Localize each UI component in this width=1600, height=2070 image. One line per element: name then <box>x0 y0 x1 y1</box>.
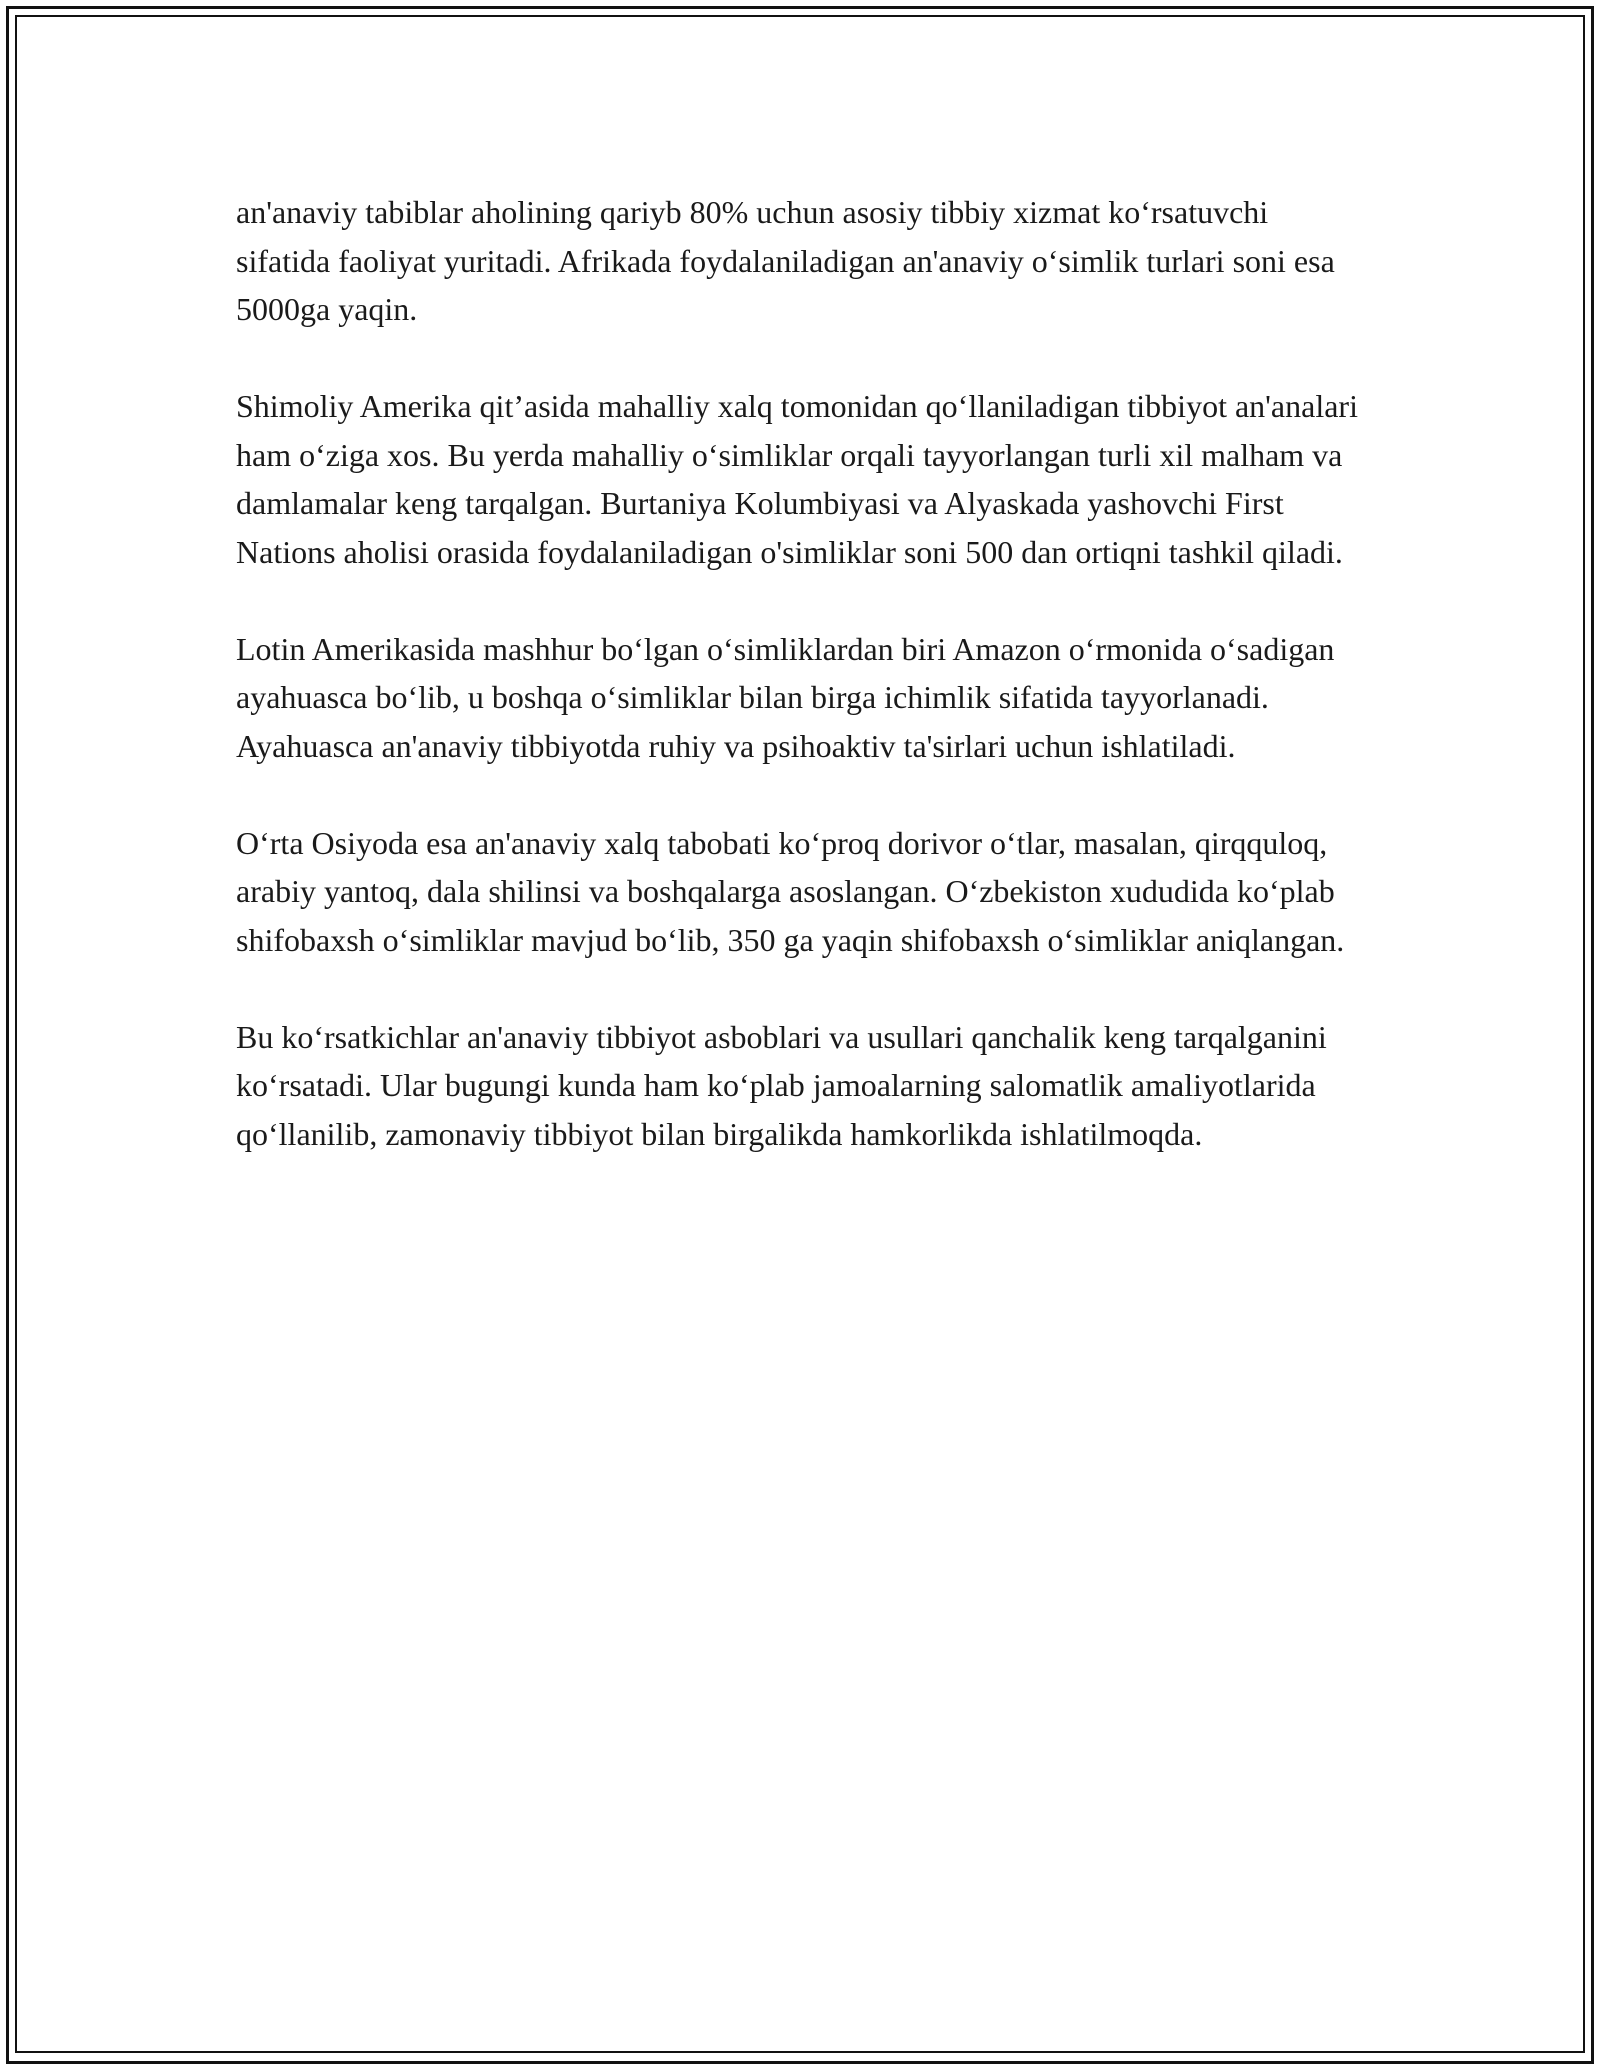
paragraph-2: Shimoliy Amerika qit’asida mahalliy xalq tomonidan qo‘llaniladigan tibbiyot an'analari ham o‘ziga xos. Bu yerda mahalliy o‘simliklar orqali tayyorlangan turli xil malham va damlamalar keng tarqalgan. Burtaniya Kolumbiyasi va Alyaskada yashovchi First Nations aholisi orasida foydalaniladigan o'simliklar soni 500 dan ortiqni tashkil qiladi. <box>236 388 1358 570</box>
paragraph-1: an'anaviy tabiblar aholining qariyb 80% uchun asosiy tibbiy xizmat ko‘rsatuvchi sifatida faoliyat yuritadi. Afrikada foydalaniladigan an'anaviy o‘simlik turlari soni esa 5000ga yaqin. <box>236 194 1335 327</box>
paragraph-3: Lotin Amerikasida mashhur bo‘lgan o‘simliklardan biri Amazon o‘rmonida o‘sadigan ayahuasca bo‘lib, u boshqa o‘simliklar bilan birga ichimlik sifatida tayyorlanadi. Ayahuasca an'anaviy tibbiyotda ruhiy va psihoaktiv ta'sirlari uchun ishlatiladi. <box>236 630 1335 764</box>
paragraph-5: Bu ko‘rsatkichlar an'anaviy tibbiyot asboblari va usullari qanchalik keng tarqalganini ko‘rsatadi. Ular bugungi kunda ham ko‘plab jamoalarning salomatlik amaliyotlarida qo‘llanilib, zamonaviy tibbiyot bilan birgalikda hamkorlikda ishlatilmoqda. <box>236 1018 1327 1152</box>
paragraph-4: O‘rta Osiyoda esa an'anaviy xalq tabobati ko‘proq dorivor o‘tlar, masalan, qirqquloq, arabiy yantoq, dala shilinsi va boshqalarga asoslangan. O‘zbekiston xududida ko‘plab shifobaxsh o‘simliklar mavjud bo‘lib, 350 ga yaqin shifobaxsh o‘simliklar aniqlangan. <box>236 824 1345 958</box>
document-body <box>236 188 1366 1207</box>
